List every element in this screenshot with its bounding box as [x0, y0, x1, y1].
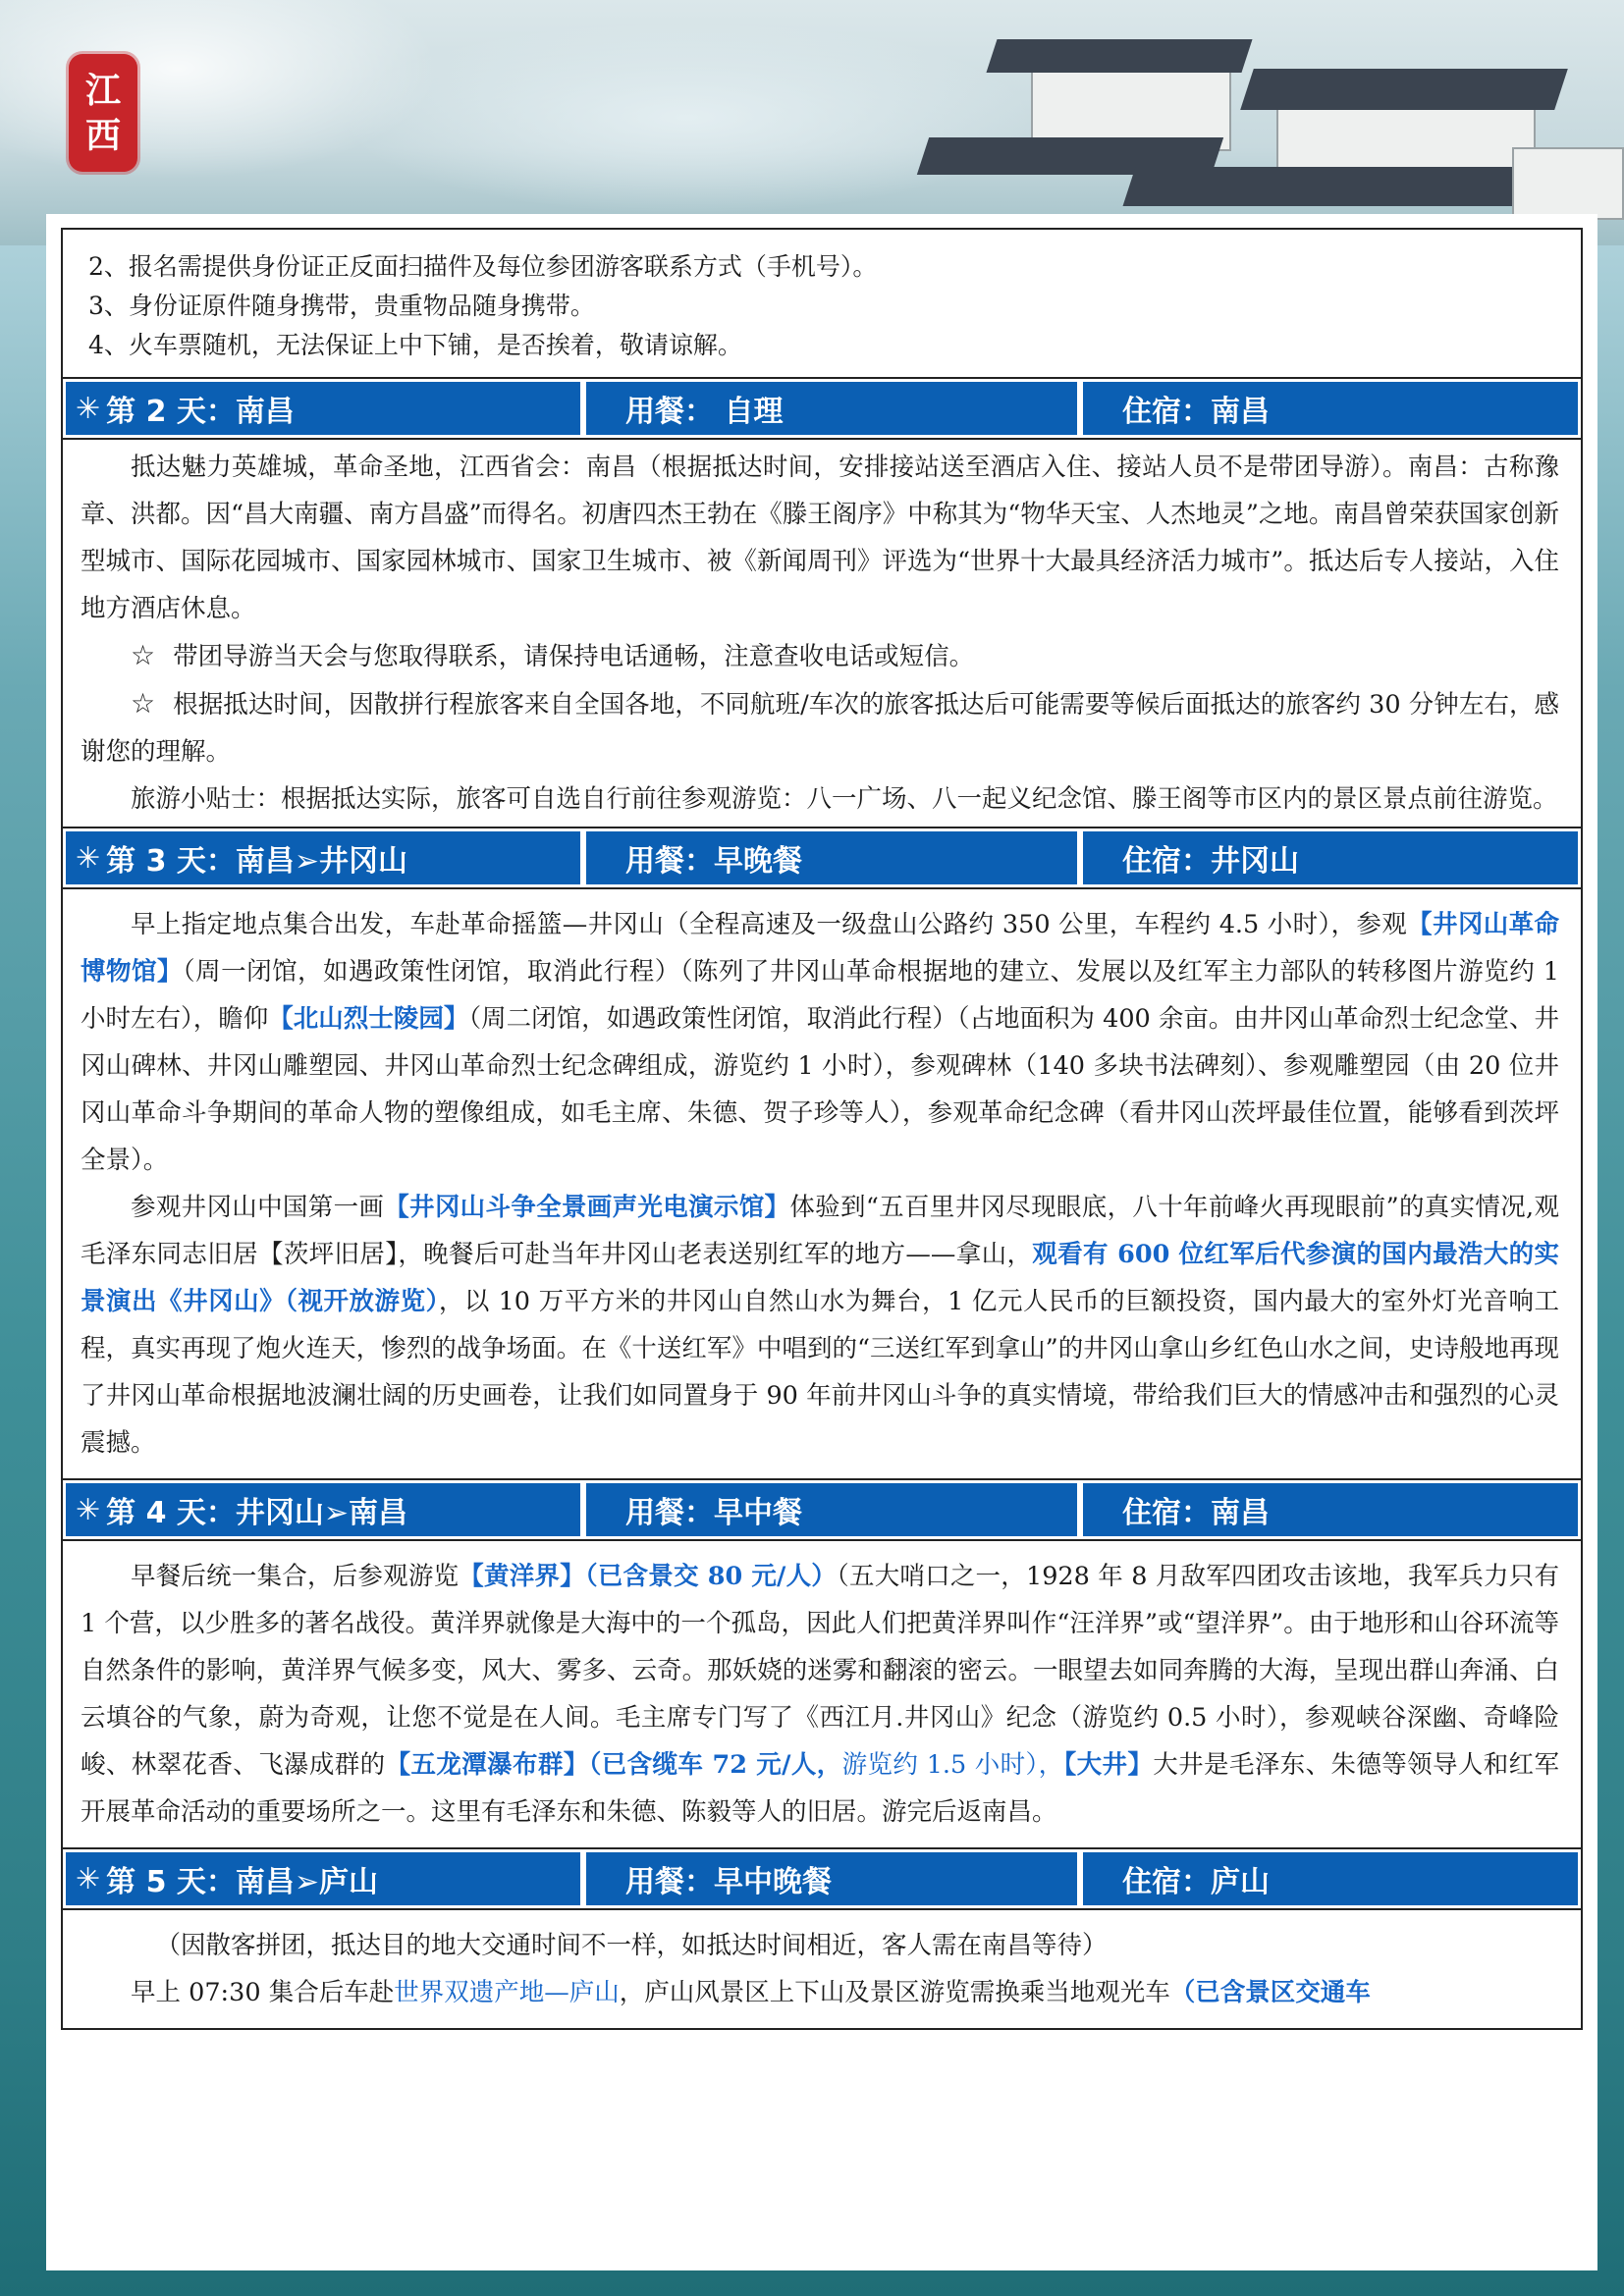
- meal-label: 用餐：早中晚餐: [625, 1865, 832, 1899]
- stay-cell: [1083, 1852, 1578, 1905]
- stay-label: 住宿：井冈山: [1122, 844, 1299, 879]
- day-title-cell: [66, 1483, 580, 1536]
- notes-section: [61, 228, 1583, 379]
- stay-label: 住宿：庐山: [1122, 1865, 1270, 1899]
- tip-item: [81, 632, 1559, 680]
- star-icon: ☆: [131, 639, 156, 671]
- day-title: 第 4 天：井冈山➢南昌: [106, 1496, 408, 1530]
- text: ，庐山风景区上下山及景区游览需换乘当地观光车: [619, 1978, 1170, 2007]
- meal-cell: [586, 382, 1077, 435]
- day-description: [61, 1541, 1583, 1849]
- day-description: [61, 440, 1583, 828]
- star-icon: ☆: [131, 687, 156, 720]
- house-roof: [986, 39, 1252, 73]
- paragraph: 旅游小贴士：根据抵达实际，旅客可自选自行前往参观游览：八一广场、八一起义纪念馆、滕王阁等市区内的景区景点前往游览。: [131, 784, 1558, 814]
- day-header: [61, 828, 1583, 889]
- day-title: 第 3 天：南昌➢井冈山: [106, 844, 408, 879]
- text: 大井是毛泽东、朱德等领导人和红军开展革命活动的重要场所之一。这里有毛泽东和朱德、陈毅等人的旧居。游完后返南昌。: [81, 1750, 1559, 1827]
- paragraph: [81, 1184, 1559, 1467]
- itinerary-table: [61, 228, 1583, 2030]
- asterisk-icon: ✳: [76, 840, 101, 876]
- house-roof: [1240, 69, 1568, 110]
- text: ，以 10 万平方米的井冈山自然山水为舞台，1 亿元人民币的巨额投资，国内最大的室外灯光音响工程，真实再现了炮火连天，惨烈的战争场面。在《十送红军》中唱到的“三送红军到拿山”的井冈山拿山乡红色山水之间，史诗般地再现了井冈山革命根据地波澜壮阔的历史画卷，让我们如同置身于 90 年前井冈山斗争的真实情境，带给我们巨大的情感冲击和强烈的心灵震撼。: [81, 1287, 1559, 1458]
- text: （周一闭馆，如遇政策性闭馆，取消此行程）（陈列了井冈山革命根据地的建立、发展以及红军主力部队的转移图片游览约 1 小时左右），瞻仰: [81, 957, 1559, 1034]
- highlight-attraction: 【井冈山斗争全景画声光电演示馆】: [384, 1193, 790, 1222]
- text: 早餐后统一集合，后参观游览: [131, 1562, 460, 1591]
- day-description: [61, 889, 1583, 1480]
- house-wall: [1512, 147, 1624, 220]
- day-title: 第 2 天：南昌: [106, 395, 295, 429]
- highlight-attraction: 【北山烈士陵园】: [268, 1004, 469, 1034]
- meal-cell: [586, 1852, 1077, 1905]
- paragraph: [81, 1553, 1559, 1836]
- day-title-cell: [66, 831, 580, 884]
- asterisk-icon: ✳: [76, 391, 101, 426]
- day-title: 第 5 天：南昌➢庐山: [106, 1865, 379, 1899]
- stay-label: 住宿：南昌: [1122, 1496, 1270, 1530]
- asterisk-icon: ✳: [76, 1492, 101, 1527]
- text: 体验到“五百里井冈尽现眼底，八十年前峰火再现眼前”的真实情况,观毛泽东同志旧居【茨坪旧居】，晚餐后可赴当年井冈山老表送别红军的地方——拿山，: [81, 1193, 1559, 1269]
- stay-cell: [1083, 831, 1578, 884]
- highlight-duration: 游览约 1.5 小时），: [841, 1750, 1064, 1780]
- tip-item: [81, 680, 1559, 775]
- highlight-attraction: 【五龙潭瀑布群】（已含缆车 72 元/人，: [385, 1750, 842, 1780]
- paragraph: 抵达魅力英雄城，革命圣地，江西省会：南昌（根据抵达时间，安排接站送至酒店入住、接站人员不是带团导游）。南昌：古称豫章、洪都。因“昌大南疆、南方昌盛”而得名。初唐四杰王勃在《滕王阁序》中称其为“物华天宝、人杰地灵”之地。南昌曾荣获国家创新型城市、国际花园城市、国家园林城市、国家卫生城市、被《新闻周刊》评选为“世界十大最具经济活力城市”。抵达后专人接站，入住地方酒店休息。: [81, 453, 1559, 623]
- meal-label: 用餐：早中餐: [625, 1496, 802, 1530]
- paragraph: [81, 1969, 1559, 2016]
- meal-label: 用餐：早晚餐: [625, 844, 802, 879]
- meal-cell: [586, 831, 1077, 884]
- stay-cell: [1083, 1483, 1578, 1536]
- highlight-attraction: 【井冈山革命博物馆】: [81, 910, 1559, 987]
- day-description: [61, 1910, 1583, 2030]
- note-item: 3、身份证原件随身携带，贵重物品随身携带。: [88, 292, 595, 320]
- day-header: [61, 379, 1583, 440]
- highlight-attraction: 【黄洋界】（已含景交 80 元/人）: [459, 1562, 838, 1591]
- text: 早上 07:30 集合后车赴: [131, 1978, 395, 2007]
- day-header: [61, 1849, 1583, 1910]
- stay-label: 住宿：南昌: [1122, 395, 1270, 429]
- tip-text: 带团导游当天会与您取得联系，请保持电话通畅，注意查收电话或短信。: [173, 642, 975, 671]
- note-item: 2、报名需提供身份证正反面扫描件及每位参团游客联系方式（手机号）。: [88, 252, 878, 281]
- stay-cell: [1083, 382, 1578, 435]
- day-header: [61, 1480, 1583, 1541]
- day-title-cell: [66, 382, 580, 435]
- highlight-attraction: 世界双遗产地—庐山: [394, 1978, 620, 2007]
- highlight-attraction: 【大井】: [1063, 1750, 1154, 1780]
- jiangxi-seal: [69, 54, 137, 172]
- meal-label: 用餐： 自理: [625, 395, 784, 429]
- meal-cell: [586, 1483, 1077, 1536]
- asterisk-icon: ✳: [76, 1861, 101, 1896]
- note-item: 4、火车票随机，无法保证上中下铺，是否挨着，敬请谅解。: [88, 331, 742, 359]
- paragraph: [81, 901, 1559, 1184]
- house-roof: [1123, 167, 1548, 206]
- day-title-cell: [66, 1852, 580, 1905]
- highlight-note: （已含景区交通车: [1169, 1978, 1371, 2007]
- seal-char: 江: [84, 70, 121, 111]
- seal-char: 西: [84, 115, 121, 156]
- paragraph: （因散客拼团，抵达目的地大交通时间不一样，如抵达时间相近，客人需在南昌等待）: [155, 1931, 1108, 1960]
- text: （五大哨口之一，1928 年 8 月敌军四团攻击该地，我军兵力只有 1 个营，以少胜多的著名战役。黄洋界就像是大海中的一个孤岛，因此人们把黄洋界叫作“汪洋界”或“望洋界”。由于地形和山谷环流等自然条件的影响，黄洋界气候多变，风大、雾多、云奇。那妖娆的迷雾和翻滚的密云。一眼望去如同奔腾的大海，呈现出群山奔涌、白云填谷的气象，蔚为奇观，让您不觉是在人间。毛主席专门写了《西江月.井冈山》纪念（游览约 0.5 小时），参观峡谷深幽、奇峰险峻、林翠花香、飞瀑成群的: [81, 1562, 1559, 1780]
- text: （周二闭馆，如遇政策性闭馆，取消此行程）（占地面积为 400 余亩。由井冈山革命烈士纪念堂、井冈山碑林、井冈山雕塑园、井冈山革命烈士纪念碑组成，游览约 1 小时），参观碑林（140 多块书法碑刻）、参观雕塑园（由 20 位井冈山革命斗争期间的革命人物的塑像组成，如毛主席、朱德、贺子珍等人），参观革命纪念碑（看井冈山茨坪最佳位置，能够看到茨坪全景）。: [81, 1004, 1559, 1175]
- text: 早上指定地点集合出发，车赴革命摇篮—井冈山（全程高速及一级盘山公路约 350 公里，车程约 4.5 小时），参观: [131, 910, 1408, 939]
- text: 参观井冈山中国第一画: [131, 1193, 385, 1222]
- tip-text: 根据抵达时间，因散拼行程旅客来自全国各地，不同航班/车次的旅客抵达后可能需要等候后面抵达的旅客约 30 分钟左右，感谢您的理解。: [81, 690, 1559, 767]
- header-banner: [0, 0, 1624, 245]
- highlight-show: 观看有 600 位红军后代参演的国内最浩大的实景演出《井冈山》（视开放游览）: [81, 1240, 1559, 1316]
